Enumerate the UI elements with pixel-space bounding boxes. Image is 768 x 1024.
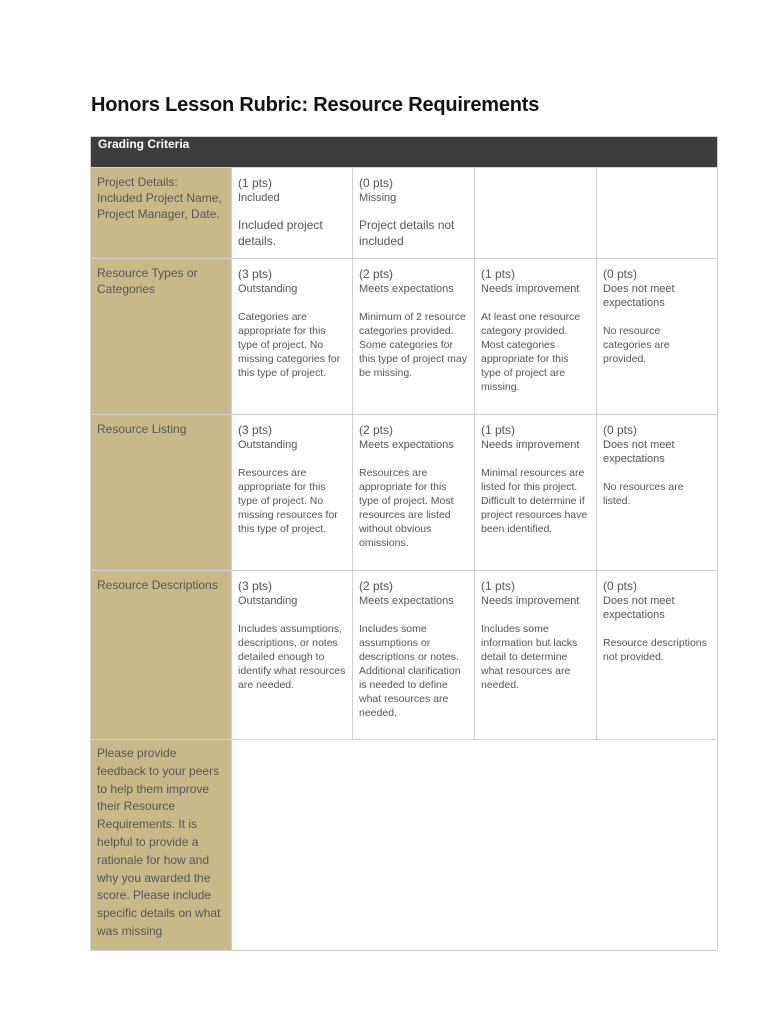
table-row <box>91 168 718 259</box>
rating-points: (2 pts) <box>359 423 394 437</box>
rating-cell <box>597 571 718 740</box>
rating-level: Meets expectations <box>359 439 454 451</box>
rating-cell <box>353 415 475 571</box>
rating-cell <box>353 571 475 740</box>
table-row <box>91 740 718 951</box>
rating-level: Needs improvement <box>481 595 580 607</box>
empty-cell <box>475 168 597 259</box>
rating-cell <box>475 415 597 571</box>
rating-description: At least one resource category provided. Most categories appropriate for this type of project are missing. <box>481 311 581 393</box>
table-row <box>91 259 718 415</box>
rating-level: Meets expectations <box>359 283 454 295</box>
rating-level: Does not meet expectations <box>603 439 675 465</box>
page-title: Honors Lesson Rubric: Resource Requirements <box>91 94 540 116</box>
rating-description: Includes some information but lacks detail to determine what resources are needed. <box>481 623 578 691</box>
rating-description: Project details not included <box>359 218 455 248</box>
rating-description: Includes assumptions, descriptions, or notes detailed enough to identify what resources are needed. <box>238 623 346 691</box>
rating-level: Does not meet expectations <box>603 283 675 309</box>
rating-points: (2 pts) <box>359 579 394 593</box>
rating-description: No resource categories are provided. <box>603 325 670 365</box>
rating-level: Needs improvement <box>481 283 580 295</box>
rating-description: Categories are appropriate for this type of project. No missing categories for this type of project. <box>238 311 341 379</box>
rating-cell <box>475 259 597 415</box>
table-row <box>91 415 718 571</box>
rating-points: (1 pts) <box>481 579 516 593</box>
rating-level: Outstanding <box>238 283 298 295</box>
rating-description: Resources are appropriate for this type of project. No missing resources for this type of project. <box>238 467 338 535</box>
rating-description: Includes some assumptions or descriptions or notes. Additional clarification is needed to define what resources are needed. <box>359 623 461 719</box>
rating-description: Resources are appropriate for this type of project. Most resources are listed without obvious omissions. <box>359 467 454 549</box>
rating-points: (1 pts) <box>238 176 273 190</box>
rating-level: Outstanding <box>238 595 298 607</box>
rating-level: Does not meet expectations <box>603 595 675 621</box>
rating-cell <box>232 415 353 571</box>
rating-level: Included <box>238 192 280 204</box>
rating-cell <box>475 571 597 740</box>
empty-cell <box>597 168 718 259</box>
rating-description: Included project details. <box>238 218 323 248</box>
rating-points: (0 pts) <box>603 267 638 281</box>
rating-points: (1 pts) <box>481 267 516 281</box>
rating-description: No resources are listed. <box>603 481 684 507</box>
criterion-cell: Resource Types or Categories <box>91 259 232 415</box>
rating-points: (2 pts) <box>359 267 394 281</box>
rating-cell <box>597 415 718 571</box>
rating-cell <box>353 168 475 259</box>
rating-cell <box>353 259 475 415</box>
criterion-cell: Resource Descriptions <box>91 571 232 740</box>
feedback-cell <box>232 740 718 951</box>
criterion-cell: Resource Listing <box>91 415 232 571</box>
rating-level: Missing <box>359 192 397 204</box>
rating-cell <box>232 259 353 415</box>
criterion-cell: Project Details: Included Project Name, Project Manager, Date. <box>91 168 232 259</box>
rating-points: (3 pts) <box>238 579 273 593</box>
rating-level: Needs improvement <box>481 439 580 451</box>
rating-cell <box>232 168 353 259</box>
rating-points: (3 pts) <box>238 267 273 281</box>
rating-cell <box>597 259 718 415</box>
rating-description: Minimum of 2 resource categories provided. Some categories for this type of project may be missing. <box>359 311 467 379</box>
rating-points: (0 pts) <box>603 423 638 437</box>
rating-cell <box>232 571 353 740</box>
rating-level: Outstanding <box>238 439 298 451</box>
feedback-criterion-cell: Please provide feedback to your peers to help them improve their Resource Requirements. It is helpful to provide a rationale for how and why you awarded the score. Please include specific details on what was missing <box>91 740 232 951</box>
rating-points: (3 pts) <box>238 423 273 437</box>
rating-level: Meets expectations <box>359 595 454 607</box>
rubric-table <box>90 136 718 951</box>
table-row <box>91 571 718 740</box>
rating-points: (1 pts) <box>481 423 516 437</box>
rating-description: Resource descriptions not provided. <box>603 637 707 663</box>
rating-description: Minimal resources are listed for this project. Difficult to determine if project resources have been identified. <box>481 467 588 535</box>
rating-points: (0 pts) <box>359 176 394 190</box>
rating-points: (0 pts) <box>603 579 638 593</box>
table-header: Grading Criteria <box>91 137 718 168</box>
